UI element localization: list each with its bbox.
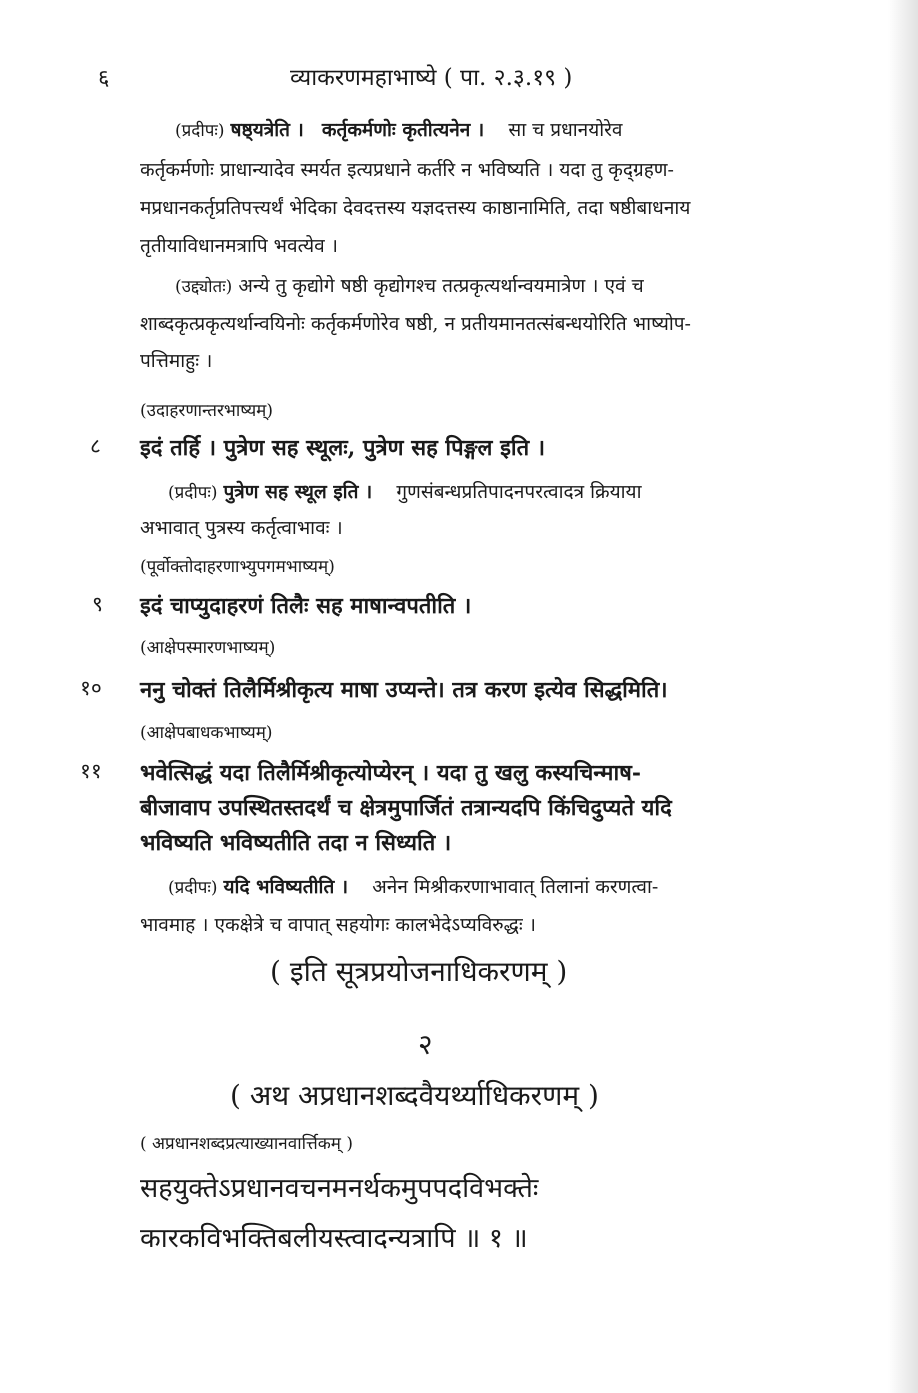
section-number: २ <box>418 1028 433 1061</box>
commentary-line: कर्तृकर्मणोः प्राधान्यादेव स्मर्यत इत्यप्रधाने कर्तरि न भविष्यति । यदा तु कृद्ग्रहण- <box>140 159 674 181</box>
commentary-label: (उद्द्योतः) <box>175 277 233 297</box>
pratika: पुत्रेण सह स्थूल इति । <box>223 481 373 503</box>
commentary-label: (प्रदीपः) <box>168 483 218 503</box>
bhasya-text: इदं चाप्युदाहरणं तिलैः सह माषान्वपतीति । <box>140 593 472 619</box>
vartika-label: ( अप्रधानशब्दप्रत्याख्यानवार्त्तिकम् ) <box>140 1134 354 1154</box>
line-number: ९ <box>92 592 103 616</box>
line-number: ११ <box>80 759 102 783</box>
commentary-text: अनेन मिश्रीकरणाभावात् तिलानां करणत्वा- <box>372 876 659 898</box>
line-number: ८ <box>90 434 101 458</box>
commentary-line: मप्रधानकर्तृप्रतिपत्त्यर्थं भेदिका देवदत्तस्य यज्ञदत्तस्य काष्ठानामिति, तदा षष्ठीबाधनाय <box>140 197 691 219</box>
chapter-end-heading: ( इति सूत्रप्रयोजनाधिकरणम् ) <box>270 955 568 988</box>
commentary-line: शाब्दकृत्प्रकृत्यर्थान्वयिनोः कर्तृकर्मणोरेव षष्ठी, न प्रतीयमानतत्संबन्धयोरिति भाष्योप- <box>140 313 691 335</box>
commentary-line: भावमाह । एकक्षेत्रे च वापात् सहयोगः कालभेदेऽप्यविरुद्धः । <box>140 914 536 936</box>
running-header: व्याकरणमहाभाष्ये ( पा. २.३.१९ ) <box>290 65 573 91</box>
vartika-line: कारकविभक्तिबलीयस्त्वादन्यत्रापि ॥ १ ॥ <box>140 1223 528 1254</box>
section-label: (उदाहरणान्तरभाष्यम्) <box>140 401 273 421</box>
scan-edge-shadow <box>888 0 918 1393</box>
commentary-label: (प्रदीपः) <box>168 878 218 898</box>
vartika-line: सहयुक्तेऽप्रधानवचनमनर्थकमुपपदविभक्तेः <box>140 1173 539 1204</box>
pradipa-commentary-2 <box>168 478 642 504</box>
page-number: ६ <box>98 66 110 91</box>
pratika: षष्ठ्यत्रेति । <box>230 119 304 141</box>
section-label: (आक्षेपबाधकभाष्यम्) <box>140 723 273 743</box>
commentary-line: पत्तिमाहुः । <box>140 350 213 372</box>
commentary-label: (प्रदीपः) <box>175 121 225 141</box>
bhasya-text: भवेत्सिद्धं यदा तिलैर्मिश्रीकृत्योप्येरन् । यदा तु खलु कस्यचिन्माष- <box>140 760 642 786</box>
pratika: यदि भविष्यतीति । <box>223 876 349 898</box>
bhasya-text: भविष्यति भविष्यतीति तदा न सिध्यति । <box>140 830 452 856</box>
bhasya-text: इदं तर्हि । पुत्रेण सह स्थूलः, पुत्रेण सह पिङ्गल इति । <box>140 435 546 461</box>
pratika: कर्तृकर्मणोः कृतीत्यनेन । <box>321 119 485 141</box>
pradipa-commentary-1 <box>175 116 623 142</box>
line-number: १० <box>80 676 102 700</box>
bhasya-text: बीजावाप उपस्थितस्तदर्थं च क्षेत्रमुपार्जितं तत्रान्यदपि किंचिदुप्यते यदि <box>140 795 672 821</box>
bhasya-text: ननु चोक्तं तिलैर्मिश्रीकृत्य माषा उप्यन्ते। तत्र करण इत्येव सिद्धमिति। <box>140 677 668 703</box>
section-label: (पूर्वोक्तोदाहरणाभ्युपगमभाष्यम्) <box>140 557 335 577</box>
section-label: (आक्षेपस्मारणभाष्यम्) <box>140 638 276 658</box>
uddyota-commentary <box>175 272 644 298</box>
pradipa-commentary-3 <box>168 873 658 899</box>
commentary-line: तृतीयाविधानमत्रापि भवत्येव । <box>140 235 338 257</box>
section-heading: ( अथ अप्रधानशब्दवैयर्थ्याधिकरणम् ) <box>230 1079 599 1112</box>
commentary-text: सा च प्रधानयोरेव <box>508 119 623 141</box>
commentary-line: अभावात् पुत्रस्य कर्तृत्वाभावः । <box>140 517 343 539</box>
commentary-text: अन्ये तु कृद्योगे षष्ठी कृद्योगश्च तत्प्रकृत्यर्थान्वयमात्रेण । एवं च <box>238 275 644 297</box>
commentary-text: गुणसंबन्धप्रतिपादनपरत्वादत्र क्रियाया <box>396 481 642 503</box>
